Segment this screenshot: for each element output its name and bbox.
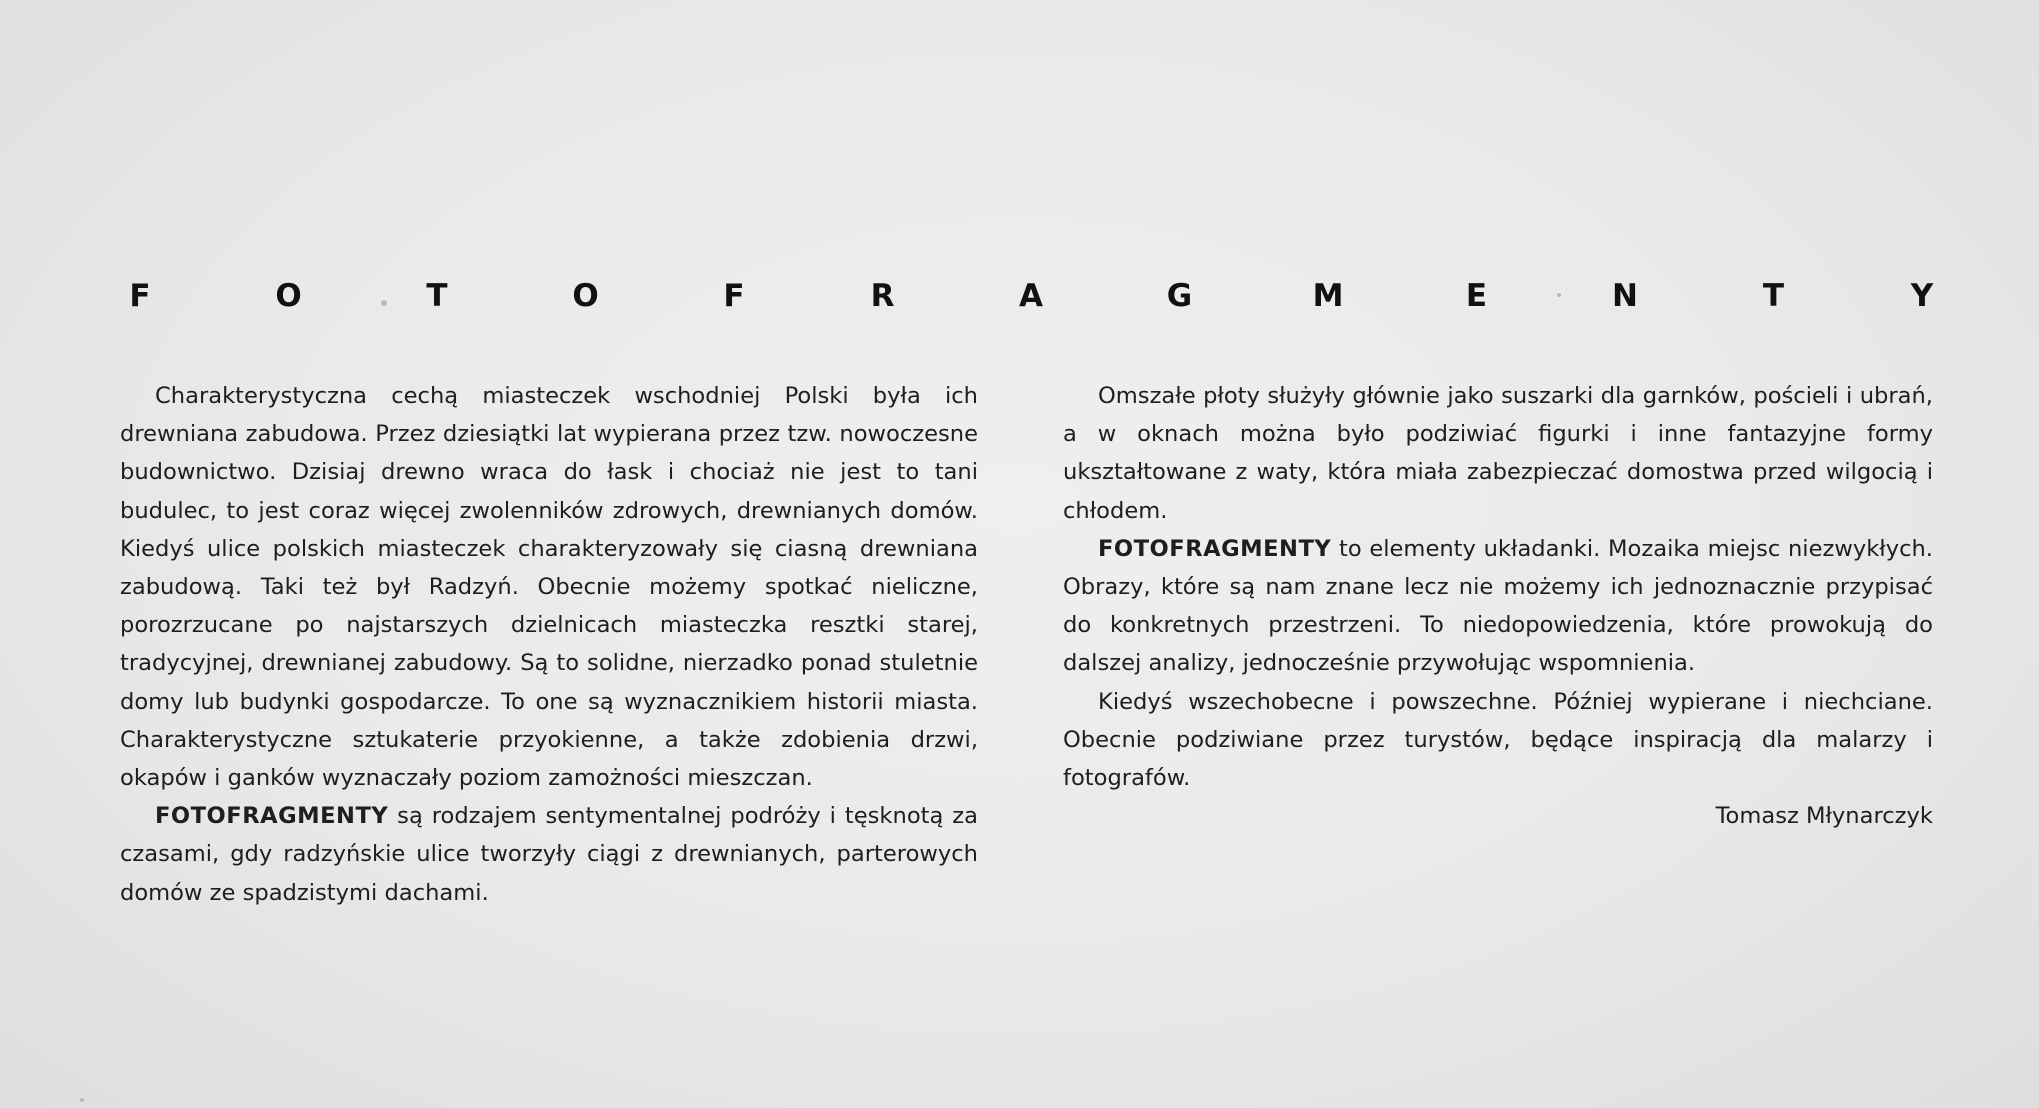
speck-decoration <box>381 300 387 306</box>
title-letter: F <box>129 278 151 314</box>
left-paragraph-2-lead: FOTOFRAGMENTY <box>155 803 389 830</box>
left-paragraph-1: Charakterystyczna cechą miasteczek wschodniej Polski była ich drewniana zabudowa. Przez dziesiątki lat wypierana przez tzw. nowoczesne budownictwo. Dzisiaj drewno wraca do łask i chociaż nie jest to tani budulec, to jest coraz więcej zwolenników zdrowych, drewnianych domów. Kiedyś ulice polskich miasteczek charakteryzowały się ciasną drewniana zabudową. Taki też był Radzyń. Obecnie możemy spotkać nieliczne, porozrzucane po najstarszych dzielnicach miasteczka resztki starej, tradycyjnej, drewnianej zabudowy. Są to solidne, nierzadko ponad stuletnie domy lub budynki gospodarcze. To one są wyznacznikiem historii miasta. Charakterystyczne sztukaterie przyokienne, a także zdobienia drzwi, okapów i ganków wyznaczały poziom zamożności mieszczan. <box>120 383 978 792</box>
title-letter: O <box>572 278 599 314</box>
left-paragraph-2-text: są rodzajem sentymentalnej podróży i tęsknotą za czasami, gdy radzyńskie ulice tworzyły ciągi z drewnianych, parterowych domów ze spadzistymi dachami. <box>120 803 978 906</box>
title-letter: Y <box>1910 278 1934 314</box>
speck-decoration <box>80 1098 84 1102</box>
title-letter: O <box>275 278 302 314</box>
title-letter: M <box>1312 278 1344 314</box>
left-text-column <box>120 377 978 912</box>
title-letter: A <box>1019 278 1043 314</box>
right-paragraph-1: Omszałe płoty służyły głównie jako suszarki dla garnków, pościeli i ubrań, a w oknach można było podziwiać figurki i inne fantazyjne formy ukształtowane z waty, która miała zabezpieczać domostwa przed wilgocią i chłodem. <box>1063 383 1933 524</box>
speck-decoration <box>1557 293 1561 297</box>
title-letter: G <box>1166 278 1193 314</box>
right-paragraph-2-text: to elementy układanki. Mozaika miejsc niezwykłych. Obrazy, które są nam znane lecz nie możemy ich jednoznacznie przypisać do konkretnych przestrzeni. To niedopowiedzenia, które prowokują do dalszej analizy, jednocześnie przywołując wspomnienia. <box>1063 535 1933 677</box>
right-paragraph-2 <box>1063 530 1933 683</box>
title-letter: E <box>1465 278 1488 314</box>
title-letter: T <box>426 278 448 314</box>
spaced-title <box>120 278 1942 314</box>
title-letter: N <box>1612 278 1638 314</box>
title-letter: F <box>723 278 745 314</box>
right-paragraph-3: Kiedyś wszechobecne i powszechne. Później wypierane i niechciane. Obecnie podziwiane przez turystów, będące inspiracją dla malarzy i fotografów. <box>1063 688 1933 792</box>
author-signature: Tomasz Młynarczyk <box>1715 803 1933 830</box>
left-paragraph-2 <box>120 797 978 912</box>
title-letter: T <box>1762 278 1785 314</box>
title-letter: R <box>870 278 895 314</box>
right-paragraph-2-lead: FOTOFRAGMENTY <box>1098 535 1332 562</box>
right-text-column <box>1063 377 1933 835</box>
